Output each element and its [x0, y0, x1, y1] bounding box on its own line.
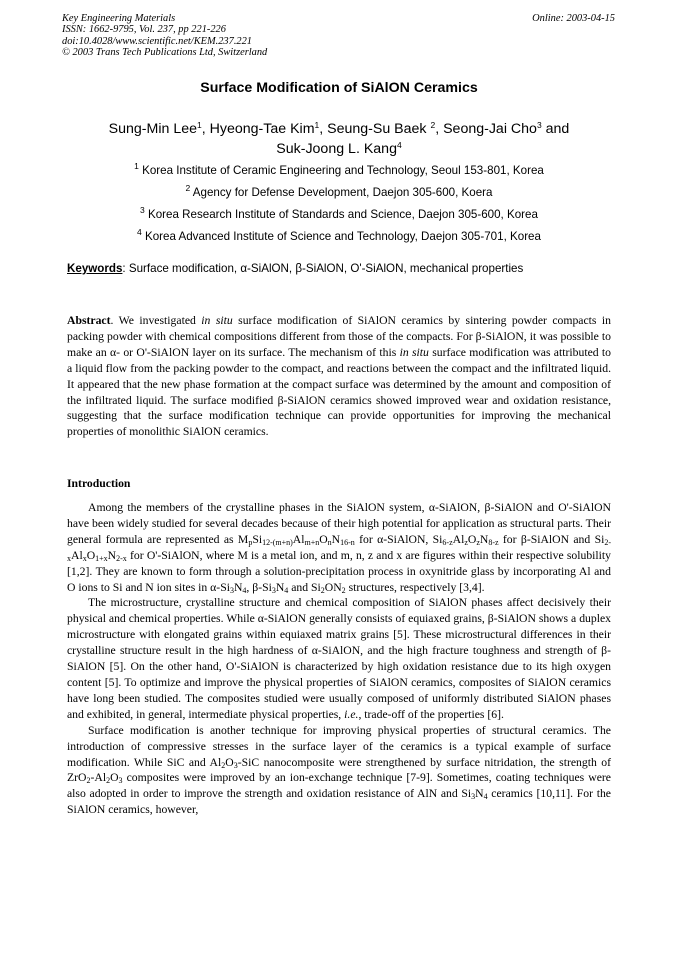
doi-line: doi:10.4028/www.scientific.net/KEM.237.221: [62, 35, 252, 47]
affiliation-3: $^3$ Korea Research Institute of Standards and Science, Daejon 305-600, Korea: [140, 205, 538, 221]
author-name: Suk-Joong L. Kang: [276, 141, 397, 157]
introduction-body: [67, 500, 611, 818]
intro-paragraph-3: Surface modification is another technique for improving physical properties of structural ceramics. The introduction of compressive stresses in the surface layer of the ceramics is a typical example of surface modification. While SiC and $Al_2O_3$-SiC nanocomposite were strengthened by surface nitridation, the strength of $ZrO_2-Al_2O_3$ composites were improved by an ion-exchange technique [7-9]. Sometimes, coating techniques were also adopted in order to improve the strength and oxidation resistance of AlN and $Si_3N_4$ ceramics [10,11]. For the SiAlON ceramics, however,: [67, 723, 612, 817]
journal-name: Key Engineering Materials: [62, 13, 176, 24]
abstract: Abstract. We investigated in situ surface modification of SiAlON ceramics by sintering powder compacts in packing powder with chemical compositions different from those of the compacts. For β-SiAlON, it was possible to make an α- or O'-SiAlON layer on its surface. The mechanism of this in situ surface modification was attributed to a liquid flow from the packing powder to the compact, and reactions between the compact and the infiltrated liquid. It appeared that the new phase formation at the compact surface was determined by the amount and composition of the infiltrated liquid. The surface modified β-SiAlON ceramics showed improved wear and oxidation resistance, suggesting that the surface modification technique can provide opportunities for improving the mechanical properties of monolithic SiAlON ceramics.: [67, 314, 612, 439]
online-date: Online: 2003-04-15: [532, 13, 615, 24]
keywords-line: [67, 262, 627, 275]
keywords-label: Keywords: [67, 262, 123, 275]
author-affiliation-mark: 4: [396, 140, 402, 150]
author-affiliation-mark: 1: [314, 120, 320, 130]
author-list: Sung-Min Lee$^1$, Hyeong-Tae Kim$^1$, Seung-Su Baek $^2$, Seong-Jai Cho$^3$ and Suk-Joong L. Kang$^4$: [108, 120, 570, 157]
abstract-label: Abstract: [67, 314, 111, 327]
author-affiliation-mark: 1: [197, 120, 202, 130]
paper-title: Surface Modification of SiAlON Ceramics: [200, 80, 478, 96]
keywords-text: : Surface modification, α-SiAlON, β-SiAlON, O'-SiAlON, mechanical properties: [122, 262, 524, 275]
affiliation-2: $^2$ Agency for Defense Development, Daejon 305-600, Koera: [185, 183, 493, 199]
introduction-heading: Introduction: [67, 477, 131, 490]
issn-line: ISSN: 1662-9795, Vol. 237, pp 221-226: [62, 24, 226, 36]
affiliation-4: $^4$ Korea Advanced Institute of Science and Technology, Daejon 305-701, Korea: [137, 227, 541, 243]
affiliation-1: $^1$ Korea Institute of Ceramic Engineering and Technology, Seoul 153-801, Korea: [134, 161, 544, 177]
author-name: Hyeong-Tae Kim: [209, 121, 315, 137]
author-name: Seong-Jai Cho: [443, 121, 537, 137]
journal-header: [62, 13, 267, 59]
author-name: Sung-Min Lee: [108, 121, 198, 137]
copyright-line: © 2003 Trans Tech Publications Ltd, Switzerland: [62, 47, 268, 59]
intro-paragraph-1: Among the members of the crystalline phases in the SiAlON system, α-SiAlON, β-SiAlON and O'-SiAlON have been widely studied for several decades because of their high potential for application as structural parts. Their general formula are represented as $M_pSi_{12-(m+n)}Al_{m+n}O_nN_{16-n}$ for α-SiAlON, $Si_{6-z}Al_zO_zN_{8-z}$ for β-SiAlON and $Si_{2-x}Al_xO_{1+x}N_{2-x}$ for O'-SiAlON, where M is a metal ion, and m, n, z and x are figures within their respective solubility [1,2]. They are known to form through a solution-precipitation process in oxynitride glass by incorporating Al and O ions to Si and N ion sites in $\alpha-Si_3N_4$, $\beta-Si_3N_4$ and $Si_2ON_2$ structures, respectively [3,4].: [67, 501, 611, 595]
author-name: Seung-Su Baek: [327, 121, 431, 137]
author-affiliation-mark: 3: [536, 120, 542, 130]
intro-paragraph-2: The microstructure, crystalline structure and chemical composition of SiAlON phases affect decisively their physical and chemical properties. While α-SiAlON generally consists of equiaxed grains, β-SiAlON shows a duplex microstructure with elongated grains within equiaxed matrix grains [5]. These microstructural differences in their crystalline structure result in the high hardness of α-SiAlON, and the high fracture toughness and strength of β-SiAlON [5]. On the other hand, O'-SiAlON is characterized by high oxidation resistance due to its high oxygen content [5]. To optimize and improve the physical properties of SiAlON ceramics, composites of SiAlON ceramics have long been studied. The composites studied were usually composed of uniformly distributed SiAlON phases and exhibited, in general, intermediate physical properties, i.e., trade-off of the properties [6].: [67, 596, 611, 721]
author-affiliation-mark: 2: [430, 120, 436, 130]
